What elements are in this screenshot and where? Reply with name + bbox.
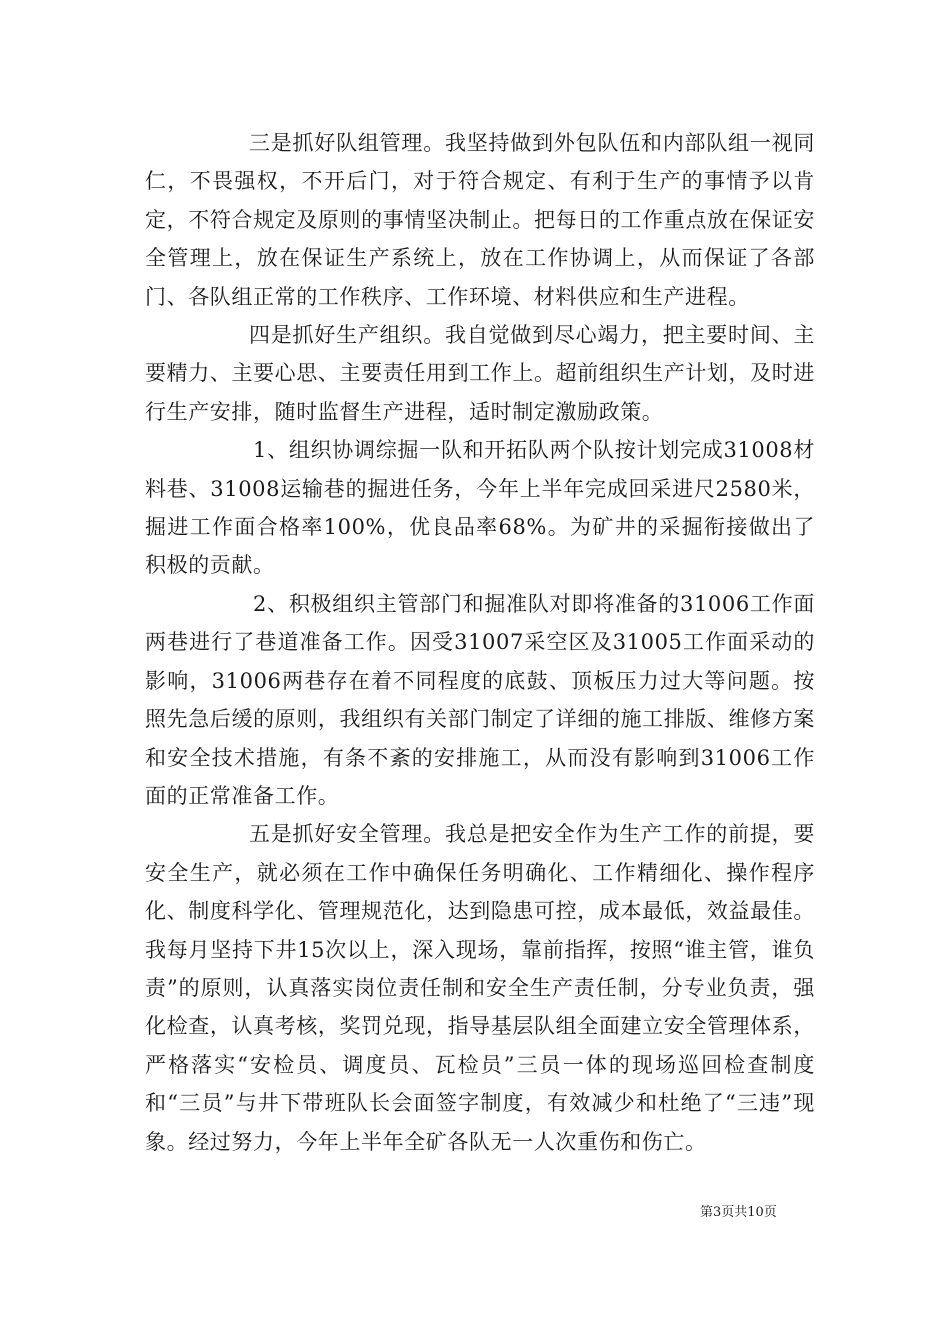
paragraph-team-management: 三是抓好队组管理。我坚持做到外包队伍和内部队组一视同仁，不畏强权，不开后门，对于符合规定、有利于生产的事情予以肯定，不符合规定及原则的事情坚决制止。把每日的工作重点放在保证安全管理上，放在保证生产系统上，放在工作协调上，从而保证了各部门、各队组正常的工作秩序、工作环境、材料供应和生产进程。 bbox=[145, 131, 815, 309]
paragraph-production-organization: 四是抓好生产组织。我自觉做到尽心竭力，把主要时间、主要精力、主要心思、主要责任用到工作上。超前组织生产计划，及时进行生产安排，随时监督生产进程，适时制定激励政策。 bbox=[145, 323, 815, 424]
paragraph-safety-management: 五是抓好安全管理。我总是把安全作为生产工作的前提，要安全生产，就必须在工作中确保任务明确化、工作精细化、操作程序化、制度科学化、管理规范化，达到隐患可控，成本最低，效益最佳。我每月坚持下井15次以上，深入现场，靠前指挥，按照“谁主管，谁负责”的原则，认真落实岗位责任制和安全生产责任制，分专业负责，强化检查，认真考核，奖罚兑现，指导基层队组全面建立安全管理体系，严格落实“安检员、调度员、瓦检员”三员一体的现场巡回检查制度和“三员”与井下带班队长会面签字制度，有效减少和杜绝了“三违”现象。经过努力，今年上半年全矿各队无一人次重伤和伤亡。 bbox=[145, 822, 815, 1154]
paragraph-item-2: 2、积极组织主管部门和掘准队对即将准备的31006工作面两巷进行了巷道准备工作。因受31007采空区及31005工作面采动的影响，31006两巷存在着不同程度的底鼓、顶板压力过大等问题。按照先急后缓的原则，我组织有关部门制定了详细的施工排版、维修方案和安全技术措施，有条不紊的安排施工，从而没有影响到31006工作面的正常准备工作。 bbox=[145, 591, 815, 808]
document-body bbox=[145, 124, 815, 1161]
paragraph-item-1: 1、组织协调综掘一队和开拓队两个队按计划完成31008材料巷、31008运输巷的掘进任务，今年上半年完成回采进尺2580米，掘进工作面合格率100%，优良品率68%。为矿井的采掘衔接做出了积极的贡献。 bbox=[145, 438, 815, 578]
page-number: 第3页共10页 bbox=[700, 1205, 777, 1220]
